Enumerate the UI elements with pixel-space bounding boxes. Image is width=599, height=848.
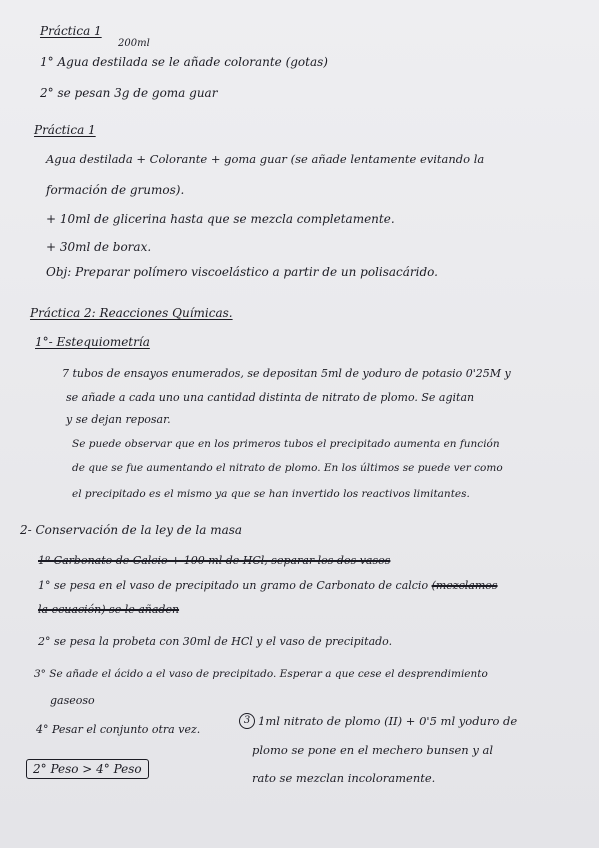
estequiometria-p3: y se dejan reposar.	[66, 413, 171, 426]
estequiometria-p6: el precipitado es el mismo ya que se han invertido los reactivos limitantes.	[72, 488, 470, 500]
circled-number-3: 3	[239, 713, 255, 729]
practica1b-line4: + 30ml de borax.	[46, 240, 152, 254]
conservacion-step1-text: 1° se pesa en el vaso de precipitado un gramo de Carbonato de calcio	[38, 579, 429, 592]
practica1-step2: 2° se pesan 3g de goma guar	[40, 86, 218, 100]
practica1b-objective: Obj: Preparar polímero viscoelástico a partir de un polisacárido.	[46, 265, 438, 279]
boxed-conclusion: 2° Peso > 4° Peso	[26, 759, 149, 779]
estequiometria-p1: 7 tubos de ensayos enumerados, se depositan 5ml de yoduro de potasio 0'25M y	[62, 367, 511, 380]
practica1-step1: 1° Agua destilada se le añade colorante (gotas)	[40, 55, 328, 69]
conservacion-step4: 4° Pesar el conjunto otra vez.	[36, 723, 201, 736]
section-estequiometria: 1°- Estequiometría	[35, 335, 150, 349]
struck-line-1: 1º Carbonato de Calcio + 100 ml de HCl, separar los dos vasos	[38, 554, 391, 567]
struck-line-2: la ecuación) se le añaden	[38, 603, 180, 616]
practica1b-title: Práctica 1	[34, 123, 96, 137]
item3-line2: plomo se pone en el mechero bunsen y al	[252, 743, 494, 757]
practica1b-line1: Agua destilada + Colorante + goma guar (se añade lentamente evitando la	[46, 152, 485, 166]
conservacion-step1	[38, 579, 498, 593]
estequiometria-p2: se añade a cada uno una cantidad distinta de nitrato de plomo. Se agitan	[66, 391, 475, 404]
conservacion-step3-cont: gaseoso	[50, 694, 95, 707]
item3-line3: rato se mezclan incoloramente.	[252, 771, 436, 785]
practica2-title: Práctica 2: Reacciones Químicas.	[30, 306, 233, 320]
item3-line1: 1ml nitrato de plomo (II) + 0'5 ml yoduro de	[258, 714, 518, 728]
practica1b-line3: + 10ml de glicerina hasta que se mezcla completamente.	[46, 212, 395, 226]
practica1b-line2: formación de grumos).	[46, 183, 185, 197]
estequiometria-p4: Se puede observar que en los primeros tubos el precipitado aumenta en función	[72, 438, 500, 450]
estequiometria-p5: de que se fue aumentando el nitrato de plomo. En los últimos se puede ver como	[72, 462, 503, 474]
section-conservacion-masa: 2- Conservación de la ley de la masa	[20, 523, 243, 537]
conservacion-step1-struck: (mezclamos	[431, 579, 498, 592]
conservacion-step3: 3° Se añade el ácido a el vaso de precipitado. Esperar a que cese el desprendimiento	[34, 668, 488, 680]
conservacion-step2: 2° se pesa la probeta con 30ml de HCl y el vaso de precipitado.	[38, 635, 393, 648]
practica1-title: Práctica 1	[40, 24, 102, 38]
annotation-volume: 200ml	[118, 38, 150, 49]
